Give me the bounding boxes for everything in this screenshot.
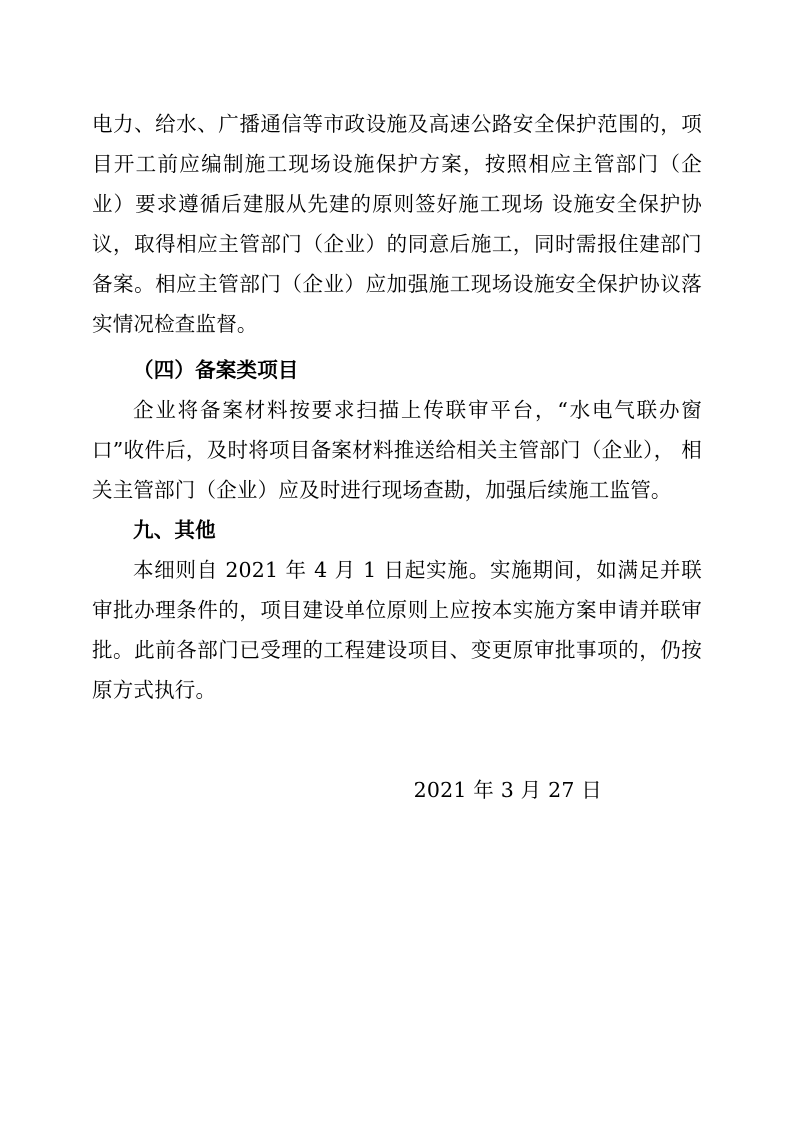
- document-date: 2021 年 3 月 27 日: [413, 778, 602, 802]
- paragraph-implementation: 本细则自 2021 年 4 月 1 日起实施。实施期间，如满足并联 审批办理条件的，项目建设单位原则上应按本实施方案申请并联审批。此前各部门已受理的工程建设项目、变更原审批事项的，仍按原方式执行。: [92, 558, 702, 702]
- heading-filing-projects: （四）备案类项目: [133, 358, 299, 382]
- paragraph-filing-projects: 企业将备案材料按要求扫描上传联审平台，“水电气联办窗口”收件后，及时将项目备案材料推送给相关主管部门（企业）， 相关主管部门（企业）应及时进行现场查勘，加强后续施工监管。: [92, 398, 702, 502]
- document-body: [92, 104, 702, 810]
- paragraph-municipal-facilities: 电力、给水、广播通信等市政设施及高速公路安全保护范围的，项目开工前应编制施工现场设施保护方案，按照相应主管部门（企业）要求遵循后建服从先建的原则签好施工现场 设施安全保护协议，取得相应主管部门（企业）的同意后施工，同时需报住建部门备案。相应主管部门（企业）应加强施工现场设施安全保护协议落实情况检查监督。: [92, 112, 702, 336]
- heading-nine-other: 九、其他: [133, 518, 216, 542]
